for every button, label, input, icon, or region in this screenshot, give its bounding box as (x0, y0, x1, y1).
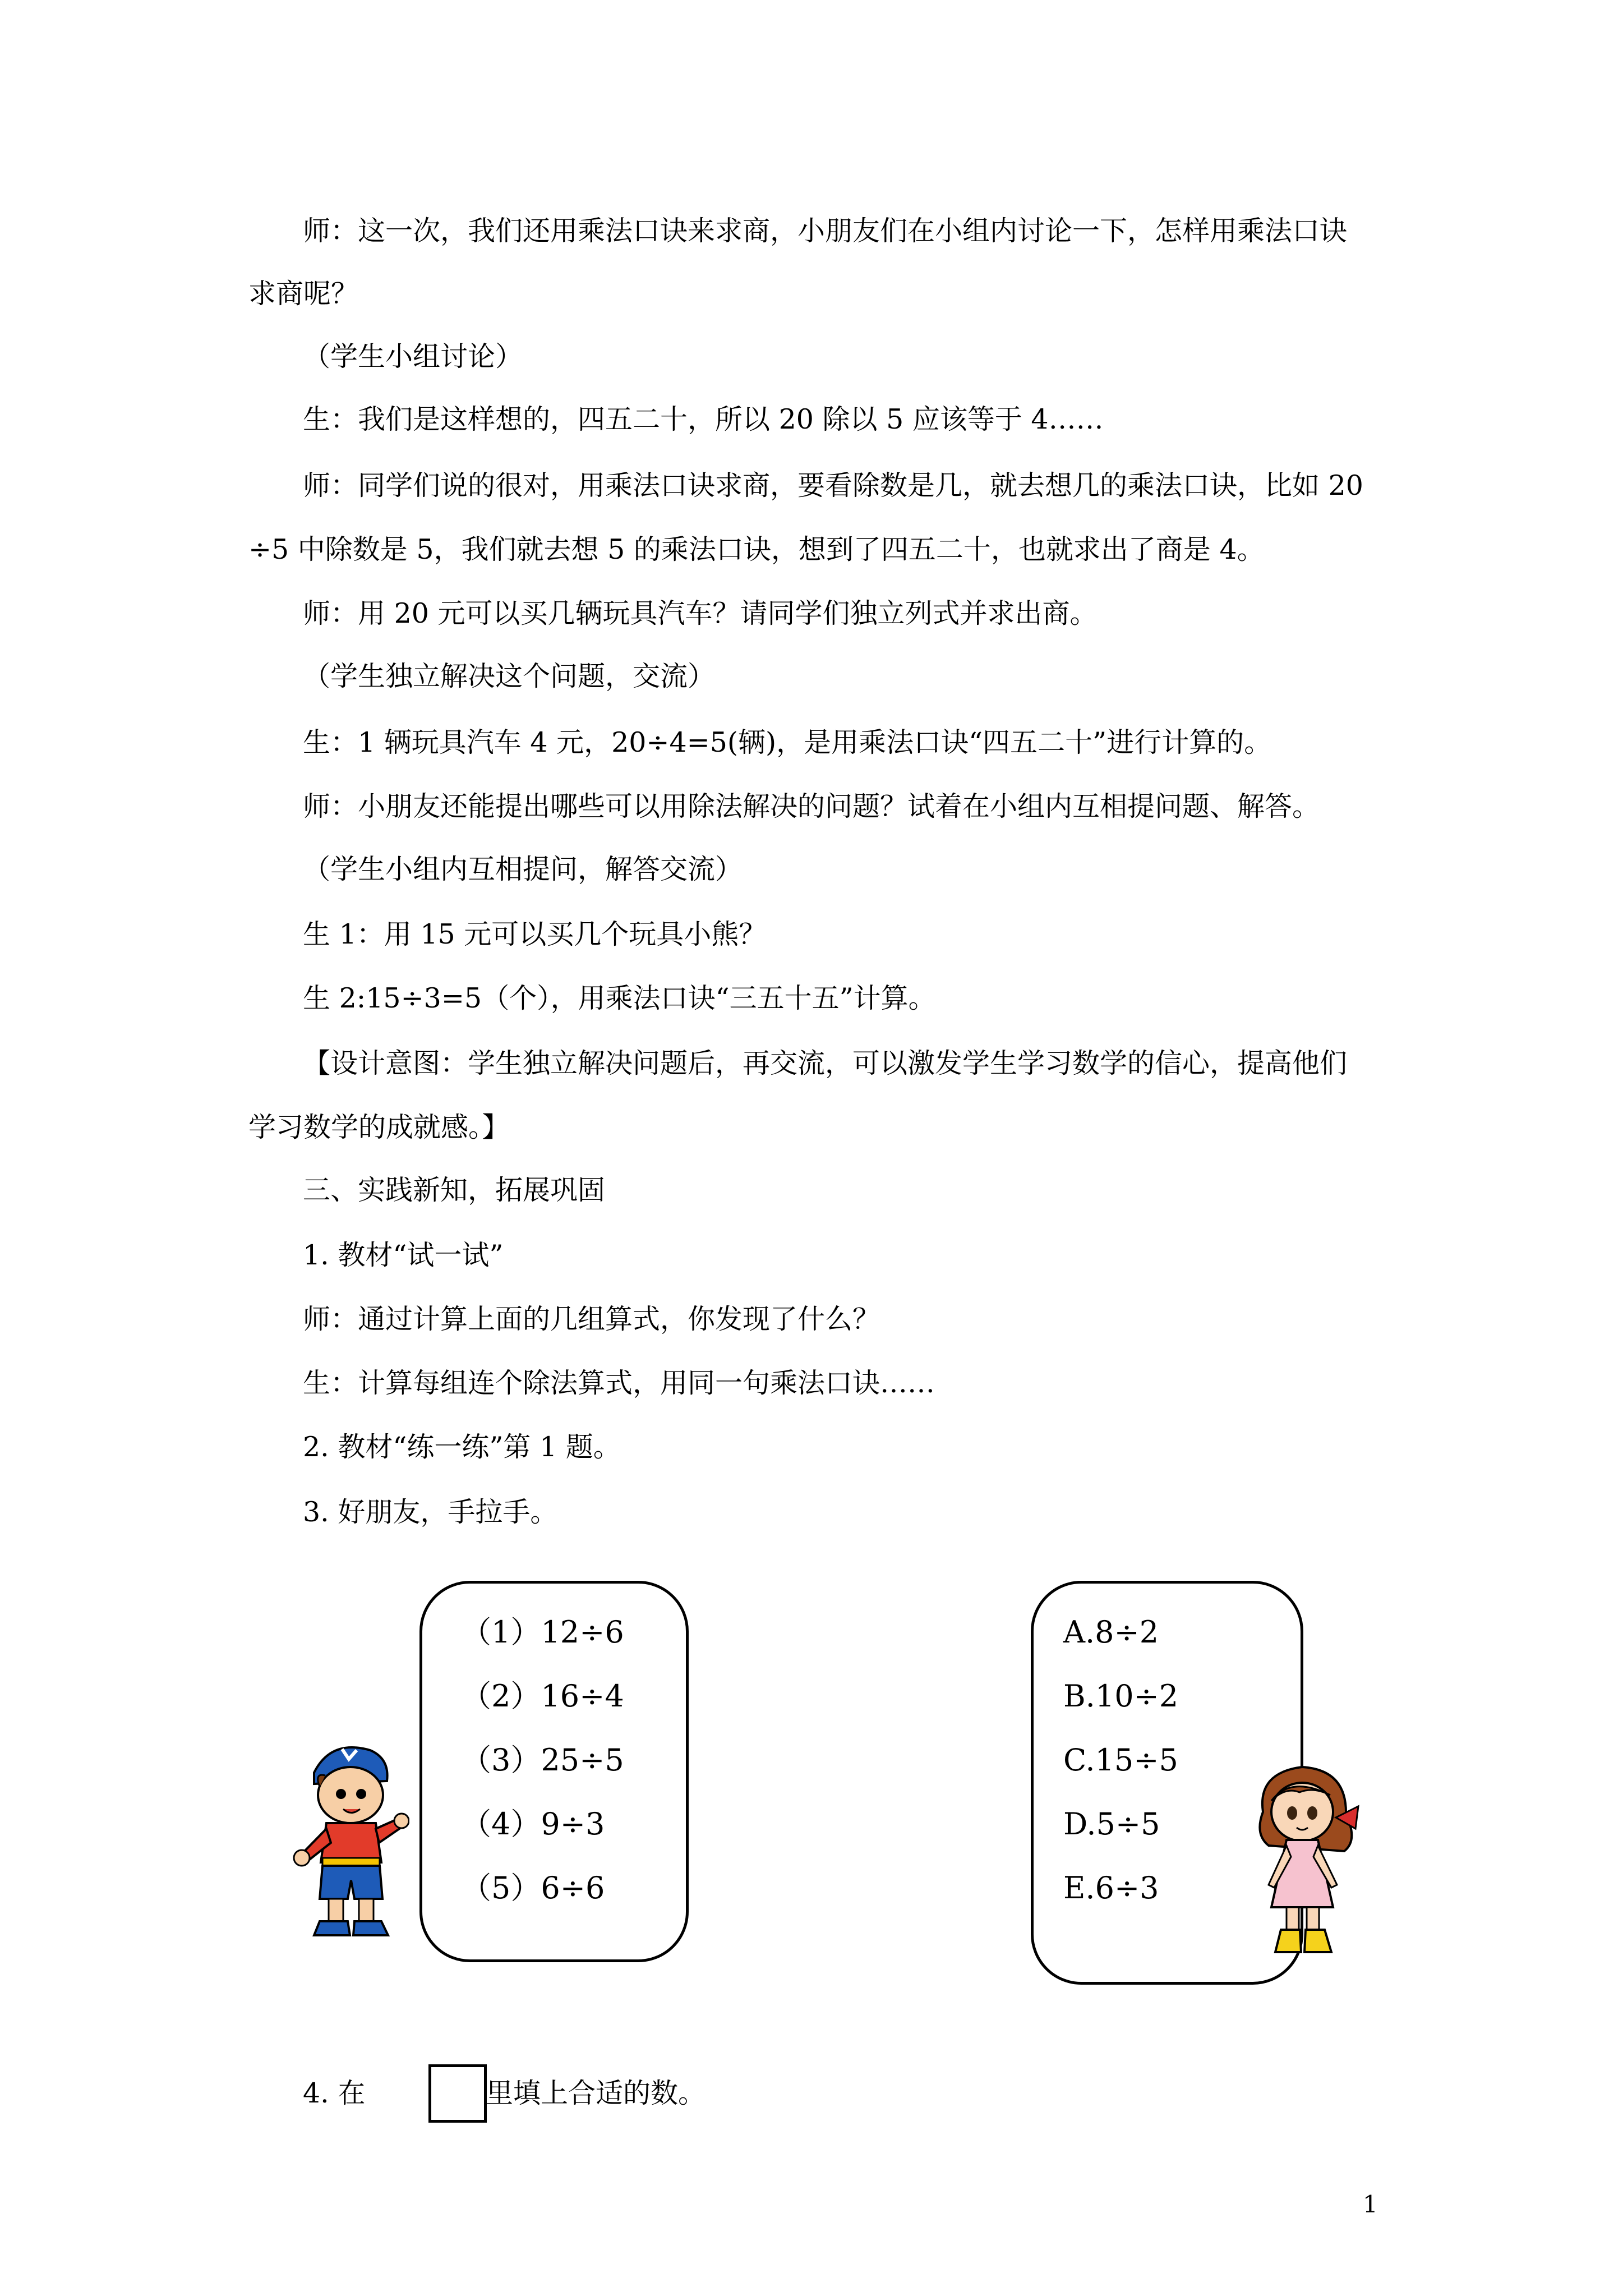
text-line: 求商呢？ (248, 278, 359, 310)
text-line: （学生小组内互相提问，解答交流） (303, 853, 743, 885)
right-card-item: E.6÷3 (1063, 1870, 1159, 1906)
page-number: 1 (1363, 2191, 1378, 2218)
text-line: 生：我们是这样想的，四五二十，所以 20 除以 5 应该等于 4…… (303, 403, 1104, 435)
right-card-item: C.15÷5 (1063, 1742, 1178, 1778)
exercise-4-text: 里填上合适的数。 (486, 2077, 706, 2109)
text-line: 生：1 辆玩具汽车 4 元，20÷4=5(辆)，是用乘法口诀“四五二十”进行计算的。 (303, 726, 1272, 758)
exercise-4-label: 4. 在 (303, 2077, 366, 2109)
text-line: 1. 教材“试一试” (303, 1239, 504, 1271)
text-line: 生 1：用 15 元可以买几个玩具小熊？ (303, 918, 767, 950)
girl-illustration (1246, 1761, 1364, 1963)
text-line: 师：小朋友还能提出哪些可以用除法解决的问题？试着在小组内互相提问题、解答。 (303, 790, 1320, 822)
boy-illustration (292, 1733, 409, 1947)
left-card-item: （4）9÷3 (461, 1806, 605, 1842)
text-line: ÷5 中除数是 5，我们就去想 5 的乘法口诀，想到了四五二十，也就求出了商是 4。 (248, 533, 1265, 565)
left-card-item: （2）16÷4 (461, 1678, 624, 1714)
text-line: 师：这一次，我们还用乘法口诀来求商，小朋友们在小组内讨论一下，怎样用乘法口诀 (303, 215, 1348, 247)
left-card-item: （1）12÷6 (461, 1614, 624, 1650)
left-card-item: （5）6÷6 (461, 1870, 605, 1906)
text-line: （学生独立解决这个问题，交流） (303, 660, 716, 692)
answer-box[interactable] (428, 2064, 487, 2123)
left-card-item: （3）25÷5 (461, 1742, 624, 1778)
right-card-item: A.8÷2 (1063, 1614, 1159, 1650)
text-line: 生 2:15÷3=5（个），用乘法口诀“三五十五”计算。 (303, 982, 936, 1014)
text-line: 师：用 20 元可以买几辆玩具汽车？请同学们独立列式并求出商。 (303, 597, 1098, 629)
text-line: 生：计算每组连个除法算式，用同一句乘法口诀…… (303, 1367, 935, 1399)
text-line: （学生小组讨论） (303, 341, 523, 372)
text-line: 师：同学们说的很对，用乘法口诀求商，要看除数是几，就去想几的乘法口诀，比如 20 (303, 470, 1363, 501)
text-line: 学习数学的成就感。】 (248, 1111, 510, 1143)
text-line: 【设计意图：学生独立解决问题后，再交流，可以激发学生学习数学的信心，提高他们 (303, 1047, 1348, 1079)
text-line: 三、实践新知，拓展巩固 (303, 1174, 606, 1206)
text-line: 2. 教材“练一练”第 1 题。 (303, 1431, 621, 1463)
text-line: 3. 好朋友，手拉手。 (303, 1496, 558, 1528)
right-card-item: B.10÷2 (1063, 1678, 1179, 1714)
right-card-item: D.5÷5 (1063, 1806, 1160, 1842)
text-line: 师：通过计算上面的几组算式，你发现了什么？ (303, 1303, 880, 1335)
